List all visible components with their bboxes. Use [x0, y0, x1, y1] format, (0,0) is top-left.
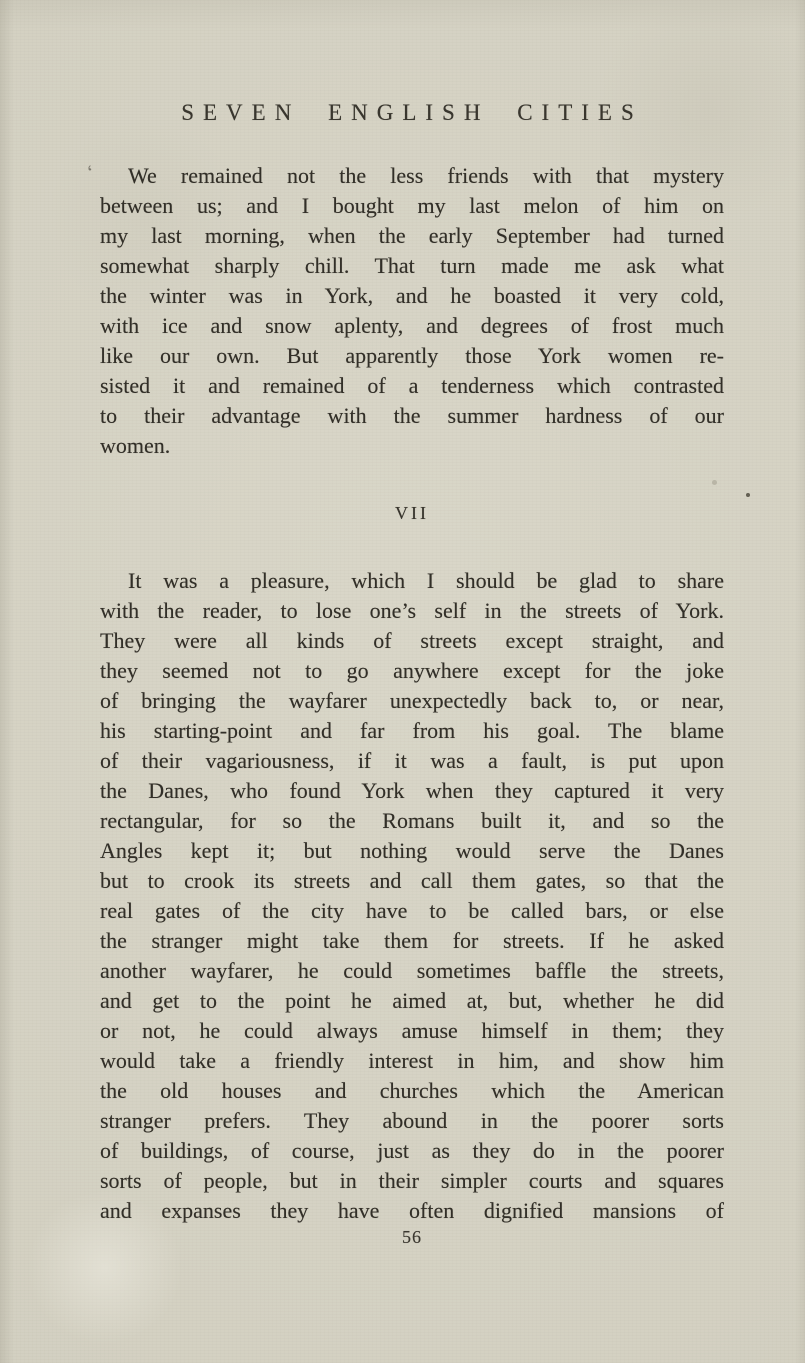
- text-line: and expanses they have often dignified mansions of: [100, 1198, 724, 1223]
- text-line: his starting-point and far from his goal. The blame: [100, 718, 724, 743]
- text-line: or not, he could always amuse himself in them; they: [100, 1018, 724, 1043]
- text-line: of their vagariousness, if it was a fault, is put upon: [100, 748, 724, 773]
- text-line: It was a pleasure, which I should be glad to share: [128, 568, 724, 593]
- text-line: real gates of the city have to be called bars, or else: [100, 898, 724, 923]
- text-line: We remained not the less friends with that mystery: [128, 163, 724, 188]
- text-line: my last morning, when the early September had turned: [100, 223, 724, 248]
- text-line: of bringing the wayfarer unexpectedly back to, or near,: [100, 688, 724, 713]
- ink-speck: [712, 480, 717, 485]
- text-line: another wayfarer, he could sometimes baffle the streets,: [100, 958, 724, 983]
- text-line: with the reader, to lose one’s self in the streets of York.: [100, 598, 724, 623]
- text-line: between us; and I bought my last melon of him on: [100, 193, 724, 218]
- page-number: 56: [402, 1227, 422, 1247]
- text-line: like our own. But apparently those York women re-: [100, 343, 724, 368]
- text-line: They were all kinds of streets except straight, and: [100, 628, 724, 653]
- text-line: stranger prefers. They abound in the poorer sorts: [100, 1108, 724, 1133]
- text-line: the Danes, who found York when they captured it very: [100, 778, 724, 803]
- text-line: women.: [100, 433, 171, 458]
- text-line: the old houses and churches which the American: [100, 1078, 724, 1103]
- text-line: sisted it and remained of a tenderness which contrasted: [100, 373, 724, 398]
- text-line: and get to the point he aimed at, but, whether he did: [100, 988, 724, 1013]
- text-line: sorts of people, but in their simpler courts and squares: [100, 1168, 724, 1193]
- text-line: of buildings, of course, just as they do in the poorer: [100, 1138, 724, 1163]
- ink-speck: [746, 493, 750, 497]
- text-line: with ice and snow aplenty, and degrees of frost much: [100, 313, 724, 338]
- text-line: somewhat sharply chill. That turn made me ask what: [100, 253, 724, 278]
- stray-ink-mark: ‘: [84, 161, 98, 184]
- text-line: the stranger might take them for streets. If he asked: [100, 928, 724, 953]
- paragraph: [100, 566, 724, 1226]
- text-line: Angles kept it; but nothing would serve the Danes: [100, 838, 724, 863]
- text-line: rectangular, for so the Romans built it, and so the: [100, 808, 724, 833]
- text-line: would take a friendly interest in him, and show him: [100, 1048, 724, 1073]
- text-line: but to crook its streets and call them gates, so that the: [100, 868, 724, 893]
- paragraph: [84, 161, 724, 461]
- text-line: to their advantage with the summer hardness of our: [100, 403, 724, 428]
- text-line: the winter was in York, and he boasted it very cold,: [100, 283, 724, 308]
- running-header: SEVEN ENGLISH CITIES: [181, 100, 643, 125]
- section-heading: VII: [395, 503, 429, 523]
- text-line: they seemed not to go anywhere except for the joke: [100, 658, 724, 683]
